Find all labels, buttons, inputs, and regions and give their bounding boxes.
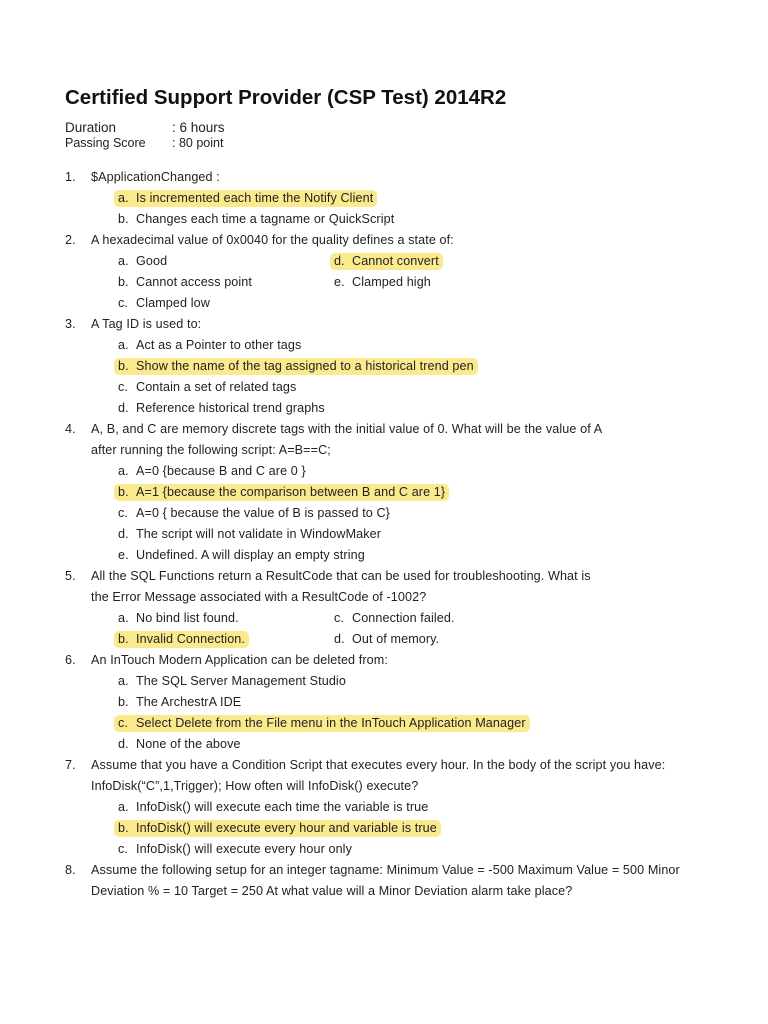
option-text: Changes each time a tagname or QuickScript: [136, 212, 395, 226]
question-line: [65, 860, 725, 881]
option-label: b.: [118, 695, 129, 709]
option-row: [65, 482, 725, 503]
option-text: A=0 { because the value of B is passed to C}: [136, 506, 390, 520]
answer-option: [114, 211, 398, 228]
option-text: None of the above: [136, 737, 241, 751]
option-text: Cannot convert: [352, 254, 439, 268]
question-text: All the SQL Functions return a ResultCode that can be used for troubleshooting. What is: [91, 569, 591, 583]
option-label: c.: [118, 842, 128, 856]
question-text: Deviation % = 10 Target = 250 At what value will a Minor Deviation alarm take place?: [91, 884, 573, 898]
option-row: [65, 251, 725, 272]
duration-label: Duration: [65, 120, 117, 135]
option-row: [65, 356, 725, 377]
answer-option: [114, 274, 256, 291]
option-row: [65, 524, 725, 545]
option-label: b.: [118, 359, 129, 373]
question-line: [65, 314, 725, 335]
option-text: Clamped high: [352, 275, 431, 289]
option-label: c.: [118, 506, 128, 520]
option-text: InfoDisk() will execute every hour only: [136, 842, 352, 856]
answer-option: [330, 631, 443, 648]
option-label: b.: [118, 821, 129, 835]
answer-option: [114, 610, 243, 627]
answer-option: [114, 526, 385, 543]
option-row: [65, 209, 725, 230]
option-text: The ArchestrA IDE: [136, 695, 242, 709]
question-text: $ApplicationChanged :: [91, 170, 220, 184]
option-row: [65, 293, 725, 314]
question-text: Assume that you have a Condition Script that executes every hour. In the body of the script you have:: [91, 758, 666, 772]
question-number: 2.: [65, 233, 76, 247]
question-number: 4.: [65, 422, 76, 436]
option-label: b.: [118, 212, 129, 226]
option-row: [65, 818, 725, 839]
option-label: a.: [118, 800, 129, 814]
answer-option: [114, 673, 350, 690]
option-row: [65, 839, 725, 860]
option-label: c.: [118, 380, 128, 394]
option-row: [65, 734, 725, 755]
option-row: [65, 398, 725, 419]
question-number: 3.: [65, 317, 76, 331]
option-row: [65, 461, 725, 482]
question: [65, 755, 725, 860]
question-number: 1.: [65, 170, 76, 184]
option-text: InfoDisk() will execute every hour and variable is true: [136, 821, 437, 835]
question: [65, 419, 725, 566]
question-line: [65, 776, 725, 797]
answer-option-highlighted: [114, 484, 449, 501]
option-label: d.: [118, 401, 129, 415]
option-text: The script will not validate in WindowMaker: [136, 527, 382, 541]
question-number: 6.: [65, 653, 76, 667]
question-text: InfoDisk(“C”,1,Trigger); How often will InfoDisk() execute?: [91, 779, 419, 793]
question-number: 5.: [65, 569, 76, 583]
option-text: Contain a set of related tags: [136, 380, 297, 394]
question-text: A hexadecimal value of 0x0040 for the quality defines a state of:: [91, 233, 454, 247]
option-row: [65, 692, 725, 713]
option-label: a.: [118, 191, 129, 205]
answer-option: [114, 400, 329, 417]
question-line: [65, 650, 725, 671]
question-text: the Error Message associated with a ResultCode of -1002?: [91, 590, 427, 604]
answer-option: [114, 379, 300, 396]
answer-option: [114, 736, 245, 753]
answer-option: [330, 274, 435, 291]
question-line: [65, 566, 725, 587]
option-label: d.: [334, 632, 345, 646]
option-label: c.: [334, 611, 344, 625]
option-row: [65, 545, 725, 566]
option-text: Invalid Connection.: [136, 632, 246, 646]
option-row: [65, 671, 725, 692]
answer-option: [114, 841, 356, 858]
duration-row: [65, 120, 225, 135]
option-row: [65, 377, 725, 398]
option-row: [65, 188, 725, 209]
question-line: [65, 881, 725, 902]
option-label: b.: [118, 485, 129, 499]
question-list: [65, 167, 725, 902]
option-text: Act as a Pointer to other tags: [136, 338, 302, 352]
option-row: [65, 629, 725, 650]
question: [65, 860, 725, 902]
passing-score-row: [65, 136, 224, 150]
question-text: A, B, and C are memory discrete tags with the initial value of 0. What will be the value of A: [91, 422, 603, 436]
duration-value: : 6 hours: [172, 120, 225, 135]
question-text: Assume the following setup for an integer tagname: Minimum Value = -500 Maximum Value = 500 Minor: [91, 863, 680, 877]
answer-option-highlighted: [114, 820, 441, 837]
answer-option-highlighted: [114, 715, 530, 732]
answer-option-highlighted: [114, 190, 377, 207]
option-row: [65, 335, 725, 356]
answer-option-highlighted: [114, 358, 478, 375]
question: [65, 566, 725, 650]
question: [65, 314, 725, 419]
answer-option-highlighted: [330, 253, 443, 270]
option-label: a.: [118, 674, 129, 688]
answer-option: [114, 694, 245, 711]
option-text: Select Delete from the File menu in the InTouch Application Manager: [136, 716, 526, 730]
answer-option: [114, 547, 369, 564]
option-text: Out of memory.: [352, 632, 440, 646]
option-text: A=1 {because the comparison between B and C are 1}: [136, 485, 446, 499]
question-text: An InTouch Modern Application can be deleted from:: [91, 653, 388, 667]
question-line: [65, 230, 725, 251]
question: [65, 167, 725, 230]
question-number: 7.: [65, 758, 76, 772]
option-label: b.: [118, 275, 129, 289]
document-title: Certified Support Provider (CSP Test) 2014R2: [65, 86, 507, 109]
option-label: b.: [118, 632, 129, 646]
option-row: [65, 608, 725, 629]
passing-score-label: Passing Score: [65, 136, 146, 150]
question-line: [65, 587, 725, 608]
option-row: [65, 797, 725, 818]
question-line: [65, 167, 725, 188]
answer-option: [114, 295, 214, 312]
answer-option: [114, 799, 432, 816]
option-label: c.: [118, 716, 128, 730]
answer-option: [114, 505, 394, 522]
option-row: [65, 272, 725, 293]
option-label: d.: [118, 737, 129, 751]
option-text: Reference historical trend graphs: [136, 401, 325, 415]
option-text: Show the name of the tag assigned to a historical trend pen: [136, 359, 474, 373]
option-text: Undefined. A will display an empty string: [136, 548, 365, 562]
option-row: [65, 713, 725, 734]
question-number: 8.: [65, 863, 76, 877]
answer-option: [114, 463, 310, 480]
answer-option: [114, 253, 171, 270]
option-text: No bind list found.: [136, 611, 239, 625]
answer-option: [114, 337, 305, 354]
passing-score-value: : 80 point: [172, 136, 224, 150]
option-text: A=0 {because B and C are 0 }: [136, 464, 306, 478]
option-text: The SQL Server Management Studio: [136, 674, 346, 688]
option-text: Good: [136, 254, 168, 268]
question: [65, 230, 725, 314]
question-line: [65, 755, 725, 776]
answer-option: [330, 610, 459, 627]
option-label: c.: [118, 296, 128, 310]
option-text: Connection failed.: [352, 611, 455, 625]
option-text: Cannot access point: [136, 275, 253, 289]
option-label: a.: [118, 464, 129, 478]
option-label: e.: [334, 275, 345, 289]
question-line: [65, 419, 725, 440]
option-label: a.: [118, 338, 129, 352]
answer-option-highlighted: [114, 631, 249, 648]
option-label: d.: [118, 527, 129, 541]
option-label: d.: [334, 254, 345, 268]
option-label: e.: [118, 548, 129, 562]
option-row: [65, 503, 725, 524]
option-text: Is incremented each time the Notify Client: [136, 191, 374, 205]
question-text: after running the following script: A=B==C;: [91, 443, 331, 457]
option-label: a.: [118, 254, 129, 268]
question-line: [65, 440, 725, 461]
question: [65, 650, 725, 755]
option-text: InfoDisk() will execute each time the variable is true: [136, 800, 429, 814]
option-label: a.: [118, 611, 129, 625]
question-text: A Tag ID is used to:: [91, 317, 202, 331]
option-text: Clamped low: [136, 296, 210, 310]
